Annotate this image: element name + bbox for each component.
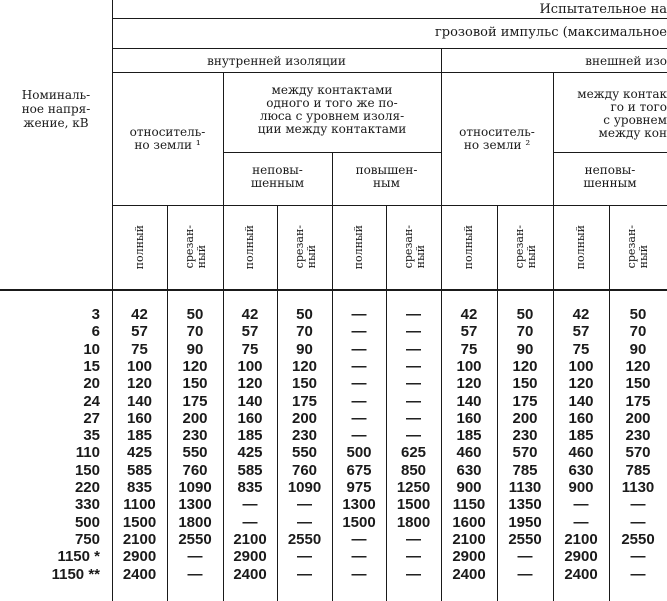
row-label-nominal-voltage: 110 — [75, 444, 100, 461]
table-cell: 425 — [237, 444, 263, 461]
table-cell: 460 — [568, 444, 594, 461]
table-cell: 2400 — [564, 566, 598, 583]
table-cell: 230 — [291, 427, 318, 444]
table-cell: — — [351, 306, 367, 323]
table-cell: 50 — [516, 306, 534, 323]
header-between-contacts-internal: между контактами одного и того же по- люса с уровнем изоля- ции между контактами — [257, 83, 407, 136]
table-cell: — — [351, 393, 367, 410]
header-nominal-voltage: Номиналь- ное напря- жение, кВ — [21, 88, 91, 130]
table-cell: — — [351, 427, 367, 444]
table-cell: 140 — [126, 393, 153, 410]
table-cell: 175 — [512, 393, 538, 410]
table-cell: 42 — [572, 306, 590, 323]
table-cell: 70 — [186, 323, 204, 340]
col-label-chopped: срезан- ный — [402, 225, 427, 269]
table-cell: 500 — [346, 444, 372, 461]
table-cell: — — [630, 514, 646, 531]
table-cell: 160 — [237, 410, 263, 427]
table-cell: 1500 — [122, 514, 157, 531]
table-cell: 785 — [512, 462, 538, 479]
table-cell: 900 — [456, 479, 482, 496]
table-cell: 100 — [456, 358, 482, 375]
row-label-nominal-voltage: 27 — [83, 410, 100, 427]
table-cell: 200 — [512, 410, 538, 427]
row-label-nominal-voltage: 330 — [74, 496, 100, 513]
table-cell: — — [406, 531, 421, 548]
table-cell: 835 — [237, 479, 263, 496]
table-cell: 200 — [625, 410, 651, 427]
col-label-chopped: срезан- ный — [513, 225, 538, 269]
row-label-nominal-voltage: 500 — [74, 514, 100, 531]
table-cell: 50 — [186, 306, 204, 323]
table-cell: 630 — [456, 462, 482, 479]
table-cell: — — [351, 375, 367, 392]
table-cell: 2400 — [233, 566, 267, 583]
table-cell: — — [573, 514, 589, 531]
row-label-nominal-voltage: 24 — [83, 393, 100, 410]
table-cell: 150 — [182, 375, 208, 392]
table-cell: 70 — [516, 323, 534, 340]
table-cell: 120 — [237, 375, 263, 392]
table-cell: 1800 — [178, 514, 212, 531]
table-cell: 57 — [131, 323, 148, 340]
table-cell: 1500 — [396, 496, 431, 513]
header-relative-ground-internal: относитель- но земли ¹ — [129, 125, 206, 152]
table-cell: 175 — [291, 393, 318, 410]
table-cell: 2100 — [452, 531, 486, 548]
row-label-nominal-voltage: 1150 * — [57, 548, 100, 565]
header-top: Испытательное на — [539, 2, 667, 17]
table-cell: 90 — [296, 341, 313, 358]
row-label-nominal-voltage: 150 — [74, 462, 100, 479]
table-cell: 70 — [629, 323, 647, 340]
table-cell: 550 — [291, 444, 318, 461]
header-impulse: грозовой импульс (максимальное — [434, 25, 667, 40]
table-cell: — — [351, 531, 367, 548]
table-cell: 2900 — [564, 548, 598, 565]
table-cell: 570 — [625, 444, 651, 461]
header-between-contacts-external: между контак го и того с уровнем между кон — [577, 87, 667, 140]
col-label-full: полный — [352, 225, 365, 270]
table-cell: 2550 — [178, 531, 212, 548]
table-cell: 230 — [182, 427, 208, 444]
table-cell: 1350 — [508, 496, 542, 513]
col-label-chopped: срезан- ный — [293, 225, 318, 269]
table-cell: 2100 — [122, 531, 157, 548]
table-cell: — — [406, 323, 421, 340]
table-cell: — — [573, 496, 589, 513]
table-cell: 57 — [460, 323, 478, 340]
header-relative-ground-external: относитель- но земли ² — [459, 125, 535, 152]
table-cell: 175 — [182, 393, 208, 410]
table-cell: 120 — [182, 358, 208, 375]
row-label-nominal-voltage: 6 — [91, 323, 100, 340]
table-cell: — — [351, 341, 367, 358]
table-cell: 120 — [625, 358, 651, 375]
table-cell: 785 — [625, 462, 651, 479]
table-cell: — — [406, 375, 421, 392]
table-cell: 1130 — [621, 479, 655, 496]
table-cell: 1250 — [396, 479, 431, 496]
table-cell: 1090 — [287, 479, 322, 496]
table-cell: 150 — [625, 375, 651, 392]
header-external-insulation: внешней изо — [585, 54, 667, 68]
table-cell: 90 — [516, 341, 534, 358]
table-cell: 75 — [572, 341, 590, 358]
table-cell: — — [187, 548, 203, 565]
table-cell: 160 — [568, 410, 594, 427]
table-cell: 230 — [625, 427, 651, 444]
table-cell: 90 — [629, 341, 647, 358]
table-cell: 42 — [241, 306, 259, 323]
table-cell: 120 — [126, 375, 153, 392]
table-cell: 70 — [296, 323, 313, 340]
table-cell: — — [406, 306, 421, 323]
table-cell: — — [630, 496, 646, 513]
table-cell: 2100 — [564, 531, 598, 548]
table-cell: 57 — [241, 323, 259, 340]
table-cell: 120 — [512, 358, 538, 375]
table-cell: 2900 — [452, 548, 486, 565]
table-cell: 2550 — [508, 531, 542, 548]
table-cell: 1130 — [508, 479, 542, 496]
table-cell: 900 — [568, 479, 594, 496]
table-cell: 550 — [182, 444, 208, 461]
table-cell: 2550 — [287, 531, 322, 548]
table-cell: — — [351, 323, 367, 340]
table-cell: — — [406, 548, 421, 565]
table-cell: 2400 — [452, 566, 486, 583]
table-cell: — — [242, 496, 258, 513]
table-cell: 460 — [456, 444, 482, 461]
table-cell: 2400 — [122, 566, 157, 583]
table-cell: 760 — [182, 462, 208, 479]
table-cell: 2900 — [233, 548, 267, 565]
table-cell: 1090 — [178, 479, 212, 496]
table-cell: 185 — [568, 427, 594, 444]
row-label-nominal-voltage: 10 — [83, 341, 100, 358]
table-cell: 1500 — [342, 514, 376, 531]
table-cell: 50 — [296, 306, 313, 323]
table-cell: — — [297, 514, 312, 531]
table-cell: — — [406, 341, 421, 358]
table-cell: — — [406, 566, 421, 583]
table-cell: — — [406, 410, 421, 427]
table-cell: 1100 — [123, 496, 156, 513]
table-cell: 2550 — [621, 531, 655, 548]
table-cell: 57 — [572, 323, 590, 340]
table-cell: 75 — [131, 341, 148, 358]
table-cell: 850 — [400, 462, 427, 479]
table-cell: 425 — [126, 444, 153, 461]
table-cell: — — [517, 566, 533, 583]
table-cell: 185 — [237, 427, 263, 444]
table-cell: 625 — [400, 444, 427, 461]
table-cell: 975 — [346, 479, 372, 496]
table-cell: 120 — [456, 375, 482, 392]
table-cell: 200 — [291, 410, 318, 427]
table-cell: 675 — [346, 462, 372, 479]
table-cell: — — [351, 566, 367, 583]
table-cell: — — [630, 548, 646, 565]
table-cell: 75 — [241, 341, 259, 358]
row-label-nominal-voltage: 750 — [74, 531, 100, 548]
table-cell: — — [406, 393, 421, 410]
table-cell: — — [517, 548, 533, 565]
table-cell: 100 — [126, 358, 153, 375]
table-cell: 150 — [512, 375, 538, 392]
table-cell: 42 — [460, 306, 478, 323]
col-label-full: полный — [133, 225, 146, 270]
table-cell: — — [351, 548, 367, 565]
table-cell: 140 — [568, 393, 594, 410]
row-label-nominal-voltage: 20 — [83, 375, 100, 392]
header-raised-internal: повышен- ным — [355, 163, 418, 190]
table-cell: — — [187, 566, 203, 583]
table-cell: 90 — [186, 341, 204, 358]
table-cell: 175 — [625, 393, 651, 410]
table-cell: — — [297, 566, 312, 583]
table-cell: 585 — [237, 462, 263, 479]
header-internal-insulation: внутренней изоляции — [207, 54, 346, 68]
table-cell: 120 — [291, 358, 318, 375]
table-cell: — — [351, 410, 367, 427]
header-not-raised-internal: неповы- шенным — [250, 163, 305, 190]
table-cell: 2900 — [122, 548, 157, 565]
row-label-nominal-voltage: 3 — [91, 306, 100, 323]
table-cell: 1300 — [178, 496, 212, 513]
table-cell: 1150 — [452, 496, 486, 513]
table-cell: 185 — [126, 427, 153, 444]
table-cell: 150 — [291, 375, 318, 392]
table-cell: 230 — [512, 427, 538, 444]
table-cell: — — [351, 358, 367, 375]
table-cell: 585 — [126, 462, 153, 479]
col-label-full: полный — [243, 225, 256, 270]
header-not-raised-external: неповы- шенным — [583, 163, 637, 190]
table-cell: 140 — [237, 393, 263, 410]
table-cell: 630 — [568, 462, 594, 479]
table-cell: 160 — [456, 410, 482, 427]
table-cell: — — [406, 427, 421, 444]
col-label-full: полный — [574, 225, 587, 270]
table-cell: 100 — [237, 358, 263, 375]
table-cell: 835 — [126, 479, 153, 496]
col-label-chopped: срезан- ный — [625, 225, 650, 269]
table-cell: 2100 — [233, 531, 267, 548]
table-cell: 1600 — [452, 514, 486, 531]
row-label-nominal-voltage: 35 — [83, 427, 100, 444]
table-cell: — — [297, 496, 312, 513]
row-label-nominal-voltage: 220 — [74, 479, 100, 496]
table-cell: 1300 — [342, 496, 376, 513]
table-cell: 100 — [568, 358, 594, 375]
table-cell: — — [406, 358, 421, 375]
table-cell: 42 — [131, 306, 148, 323]
table-cell: 140 — [456, 393, 482, 410]
table-cell: — — [242, 514, 258, 531]
table-cell: 1800 — [396, 514, 431, 531]
table-cell: 570 — [512, 444, 538, 461]
row-label-nominal-voltage: 15 — [83, 358, 100, 375]
table-cell: 185 — [456, 427, 482, 444]
table-cell: 75 — [460, 341, 478, 358]
table-cell: 50 — [629, 306, 647, 323]
row-label-nominal-voltage: 1150 ** — [51, 566, 100, 583]
table-cell: 200 — [182, 410, 208, 427]
table-cell: 160 — [126, 410, 153, 427]
table-cell: 760 — [291, 462, 318, 479]
col-label-chopped: срезан- ный — [183, 225, 208, 269]
table-cell: 120 — [568, 375, 594, 392]
col-label-full: полный — [462, 225, 475, 270]
table-cell: — — [297, 548, 312, 565]
table-cell: 1950 — [508, 514, 542, 531]
table-cell: — — [630, 566, 646, 583]
